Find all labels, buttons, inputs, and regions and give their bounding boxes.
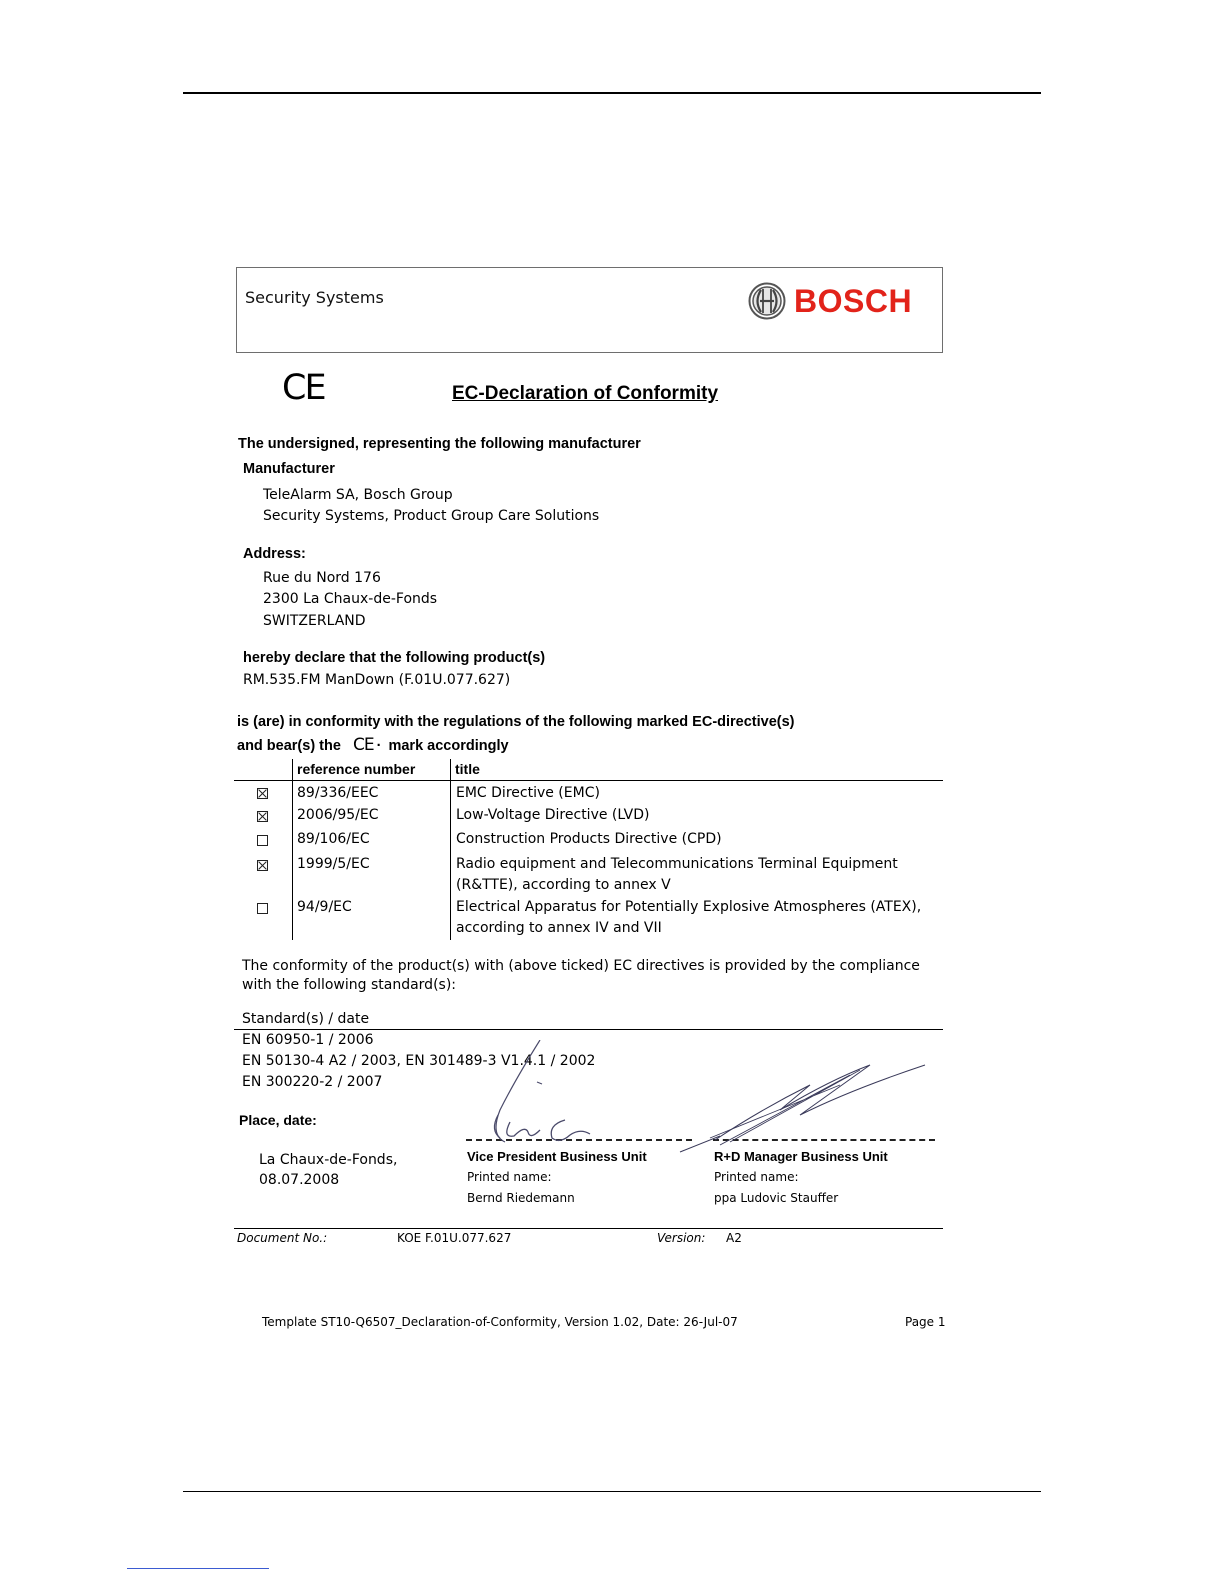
conformity-before: and bear(s) the — [237, 738, 341, 754]
footnote-separator — [127, 1568, 269, 1569]
intro-text: The undersigned, representing the following manufacturer — [238, 436, 641, 452]
signatory-1-printed-label: Printed name: — [467, 1170, 552, 1184]
place-city: La Chaux-de-Fonds, — [259, 1152, 398, 1168]
handwritten-signatures — [470, 1040, 940, 1160]
bosch-wordmark: BOSCH — [794, 282, 913, 319]
top-rule — [183, 92, 1041, 94]
place-date: 08.07.2008 — [259, 1172, 340, 1188]
manufacturer-label: Manufacturer — [243, 461, 335, 477]
address-line: SWITZERLAND — [263, 613, 366, 629]
ce-mark-icon: CE — [282, 368, 325, 408]
directive-checkbox[interactable] — [257, 811, 268, 822]
directive-checkbox[interactable] — [257, 835, 268, 846]
conformity-after: mark accordingly — [388, 738, 509, 754]
col-header-title: title — [455, 761, 480, 777]
signatory-2-printed-label: Printed name: — [714, 1170, 799, 1184]
bosch-armature-icon — [748, 282, 786, 320]
address-line: Rue du Nord 176 — [263, 570, 381, 586]
compliance-line-1: The conformity of the product(s) with (above ticked) EC directives is provided by the compliance — [242, 958, 920, 974]
signatory-1-name: Bernd Riedemann — [467, 1191, 575, 1205]
ce-mark-inline-icon: CE — [352, 735, 374, 755]
page-number: Page 1 — [905, 1315, 946, 1329]
declare-heading: hereby declare that the following product(s) — [243, 650, 546, 666]
version-value: A2 — [726, 1231, 742, 1245]
standards-header: Standard(s) / date — [242, 1011, 370, 1027]
table-col-divider — [292, 759, 293, 940]
doc-no-value: KOE F.01U.077.627 — [397, 1231, 512, 1245]
compliance-line-2: with the following standard(s): — [242, 977, 456, 993]
directive-title: Electrical Apparatus for Potentially Explosive Atmospheres (ATEX), — [456, 899, 922, 915]
manufacturer-line: TeleAlarm SA, Bosch Group — [263, 487, 453, 503]
document-title: EC-Declaration of Conformity — [452, 383, 719, 404]
directive-ref: 89/106/EC — [297, 831, 370, 847]
product-name: RM.535.FM ManDown (F.01U.077.627) — [243, 672, 511, 688]
directive-ref: 2006/95/EC — [297, 807, 379, 823]
bosch-logo — [748, 282, 912, 320]
directive-ref: 89/336/EEC — [297, 785, 379, 801]
directive-ref: 94/9/EC — [297, 899, 352, 915]
address-label: Address: — [243, 546, 306, 562]
directive-checkbox[interactable] — [257, 903, 268, 914]
manufacturer-line: Security Systems, Product Group Care Solutions — [263, 508, 600, 524]
directive-checkbox[interactable] — [257, 788, 268, 799]
doc-footer-rule — [234, 1228, 943, 1229]
signatory-2-role: R+D Manager Business Unit — [714, 1149, 888, 1164]
standard-line: EN 50130-4 A2 / 2003, EN 301489-3 V1.4.1 / 2002 — [242, 1053, 596, 1069]
conformity-line-1: is (are) in conformity with the regulations of the following marked EC-directive(s) — [237, 714, 795, 730]
directive-ref: 1999/5/EC — [297, 856, 370, 872]
doc-no-label: Document No.: — [237, 1231, 328, 1245]
signatory-1-role: Vice President Business Unit — [467, 1149, 647, 1164]
directive-title-cont: (R&TTE), according to annex V — [456, 877, 671, 893]
bottom-rule — [183, 1491, 1041, 1492]
division-name: Security Systems — [245, 288, 384, 307]
directive-title: EMC Directive (EMC) — [456, 785, 600, 801]
standards-rule — [234, 1029, 943, 1030]
place-date-label: Place, date: — [239, 1112, 317, 1128]
address-line: 2300 La Chaux-de-Fonds — [263, 591, 438, 607]
signatory-2-name: ppa Ludovic Stauffer — [714, 1191, 839, 1205]
directive-title-cont: according to annex IV and VII — [456, 920, 662, 936]
directive-title: Low-Voltage Directive (LVD) — [456, 807, 650, 823]
standard-line: EN 60950-1 / 2006 — [242, 1032, 374, 1048]
directive-checkbox[interactable] — [257, 860, 268, 871]
standard-line: EN 300220-2 / 2007 — [242, 1074, 383, 1090]
conformity-line-2: and bear(s) the CE · mark accordingly — [237, 735, 509, 755]
col-header-ref: reference number — [297, 761, 416, 777]
directive-title: Radio equipment and Telecommunications Terminal Equipment — [456, 856, 898, 872]
directive-title: Construction Products Directive (CPD) — [456, 831, 722, 847]
table-header-rule — [234, 780, 943, 781]
table-col-divider — [450, 759, 451, 940]
template-footer-text: Template ST10-Q6507_Declaration-of-Conformity, Version 1.02, Date: 26-Jul-07 — [262, 1315, 738, 1329]
version-label: Version: — [657, 1231, 706, 1245]
